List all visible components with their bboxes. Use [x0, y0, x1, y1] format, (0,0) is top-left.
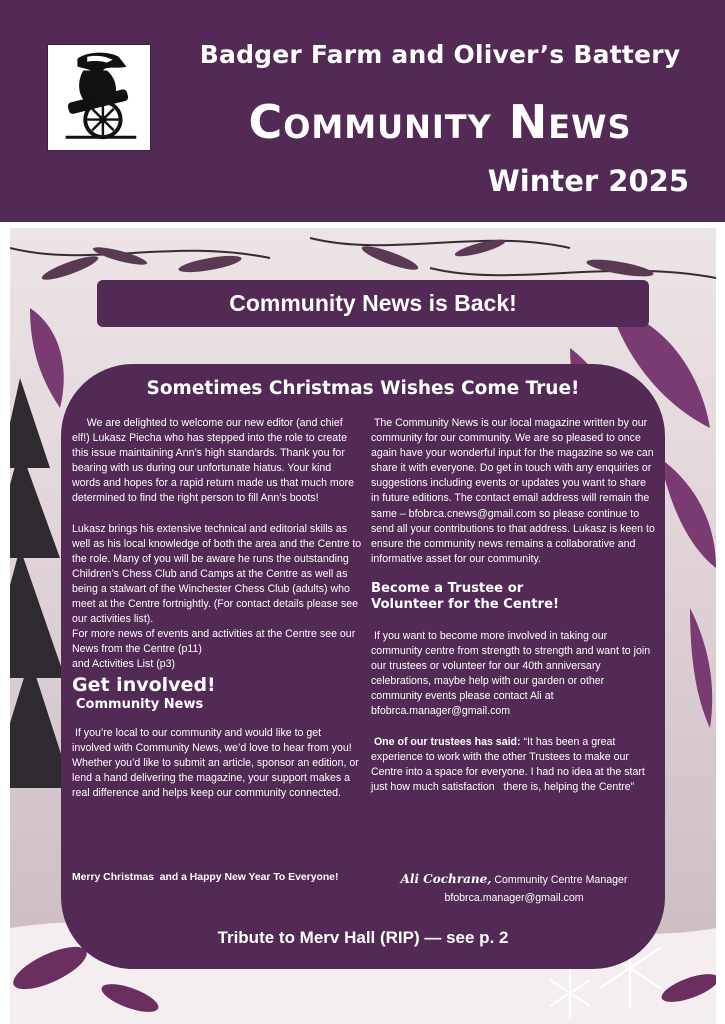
season-greeting: Merry Christmas and a Happy New Year To Everyone!	[72, 872, 339, 883]
trustee-quote-text: “It has been a great experience to work with the other Trustees to make our Centre into a space for everyone. I had no idea at the start just how much satisfaction there is, helping the Centre”	[371, 735, 645, 793]
signoff-signature: Ali Cochrane,	[400, 872, 492, 886]
feature-heading: Sometimes Christmas Wishes Come True!	[146, 378, 580, 399]
community-news-subheading: Community News	[76, 696, 204, 712]
news-paragraph: For more news of events and activities at the Centre see our News from the Centre (p11)	[72, 628, 356, 656]
masthead-subtitle: Badger Farm and Oliver’s Battery	[199, 40, 681, 69]
masthead	[0, 0, 725, 222]
tribute-line: Tribute to Merv Hall (RIP) — see p. 2	[217, 928, 509, 947]
trustee-quote	[371, 735, 657, 795]
edition-label: Winter 2025	[487, 164, 689, 198]
trustee-heading-line1: Become a Trustee or	[371, 580, 524, 596]
trustee-heading-line2: Volunteer for the Centre!	[371, 596, 560, 612]
masthead-title: Community News	[248, 95, 632, 149]
lukasz-paragraph: Lukasz brings his extensive technical and editorial skills as well as his local knowledge of both the area and the Centre to the role. Many of you will be aware he runs the outstanding Children’s Chess Club and Camps at the Centre as well as being a stalwart of the Winchester Chess Club (adults) who meet at the Centre fortnightly. (For contact details please see our activities list).	[72, 522, 362, 626]
activities-paragraph: and Activities List (p3)	[72, 658, 176, 671]
signoff-role: Community Centre Manager	[491, 874, 628, 886]
signoff-block	[371, 870, 657, 907]
badger-cannon-logo-icon	[47, 44, 151, 151]
left-column	[72, 416, 362, 801]
banner-community-news-back: Community News is Back!	[97, 280, 649, 327]
right-column	[371, 416, 657, 795]
signoff-email: bfobrca.manager@gmail.com	[444, 892, 584, 904]
get-involved-paragraph: If you’re local to our community and would like to get involved with Community News, we’d love to hear from you! Whether you’d like to submit an article, sponsor an edition, or lend a hand delivering the magazine, your support makes a real difference and helps keep our community connected.	[72, 726, 359, 799]
get-involved-heading: Get involved!	[72, 673, 216, 696]
trustee-quote-lead: One of our trustees has said:	[371, 735, 521, 748]
magazine-paragraph: The Community News is our local magazine written by our community for our community. We are so pleased to once again have your wonderful input for the magazine so we can share it with everyone. Do get in touch with any enquiries or suggestions including events or updates you want to share in future editions. The contact email address will remain the same – bfobrca.cnews@gmail.com so please continue to send all your contributions to that address. Lukasz is keen to ensure the community news remains a collaborative and informative asset for our community.	[371, 417, 655, 565]
trustee-heading	[371, 581, 657, 613]
trustee-paragraph: If you want to become more involved in taking our community centre from strength to strength and want to join our trustees or volunteer for our 40th anniversary celebrations, maybe help with our garden or other community events please contact Ali at bfobrca.manager@gmail.com	[371, 629, 651, 718]
welcome-paragraph: We are delighted to welcome our new editor (and chief elf!) Lukasz Piecha who has stepped into the role to create this issue maintaining Ann’s high standards. Thank you for bearing with us during our unfortunate hiatus. Your kind words and hopes for a rapid return made us that much more determined to find the right person to fill Ann’s boots!	[72, 417, 355, 505]
